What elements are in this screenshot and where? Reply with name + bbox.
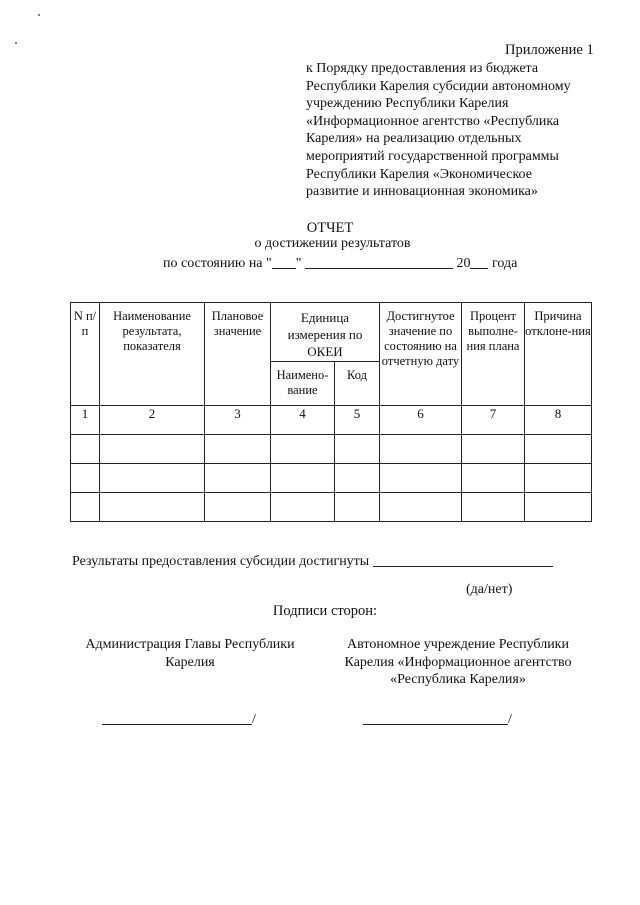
column-number: 5: [335, 406, 380, 435]
result-hint: (да/нет): [466, 582, 513, 597]
appendix-line: Карелия» на реализацию отдельных: [306, 131, 522, 147]
date-suffix: года: [491, 256, 518, 271]
table-cell[interactable]: [100, 435, 205, 464]
table-cell[interactable]: [205, 435, 271, 464]
header-plan: Плановое значение: [205, 303, 271, 406]
table-cell[interactable]: [335, 464, 380, 493]
appendix-text: [306, 60, 606, 201]
column-number: 2: [100, 406, 205, 435]
table-cell[interactable]: [271, 464, 335, 493]
result-blank[interactable]: [373, 552, 553, 567]
appendix-line: развитие и инновационная экономика»: [306, 184, 538, 200]
right-party: Автономное учреждение Республики Карелия «Информационное агентство «Республика Карелия»: [344, 637, 572, 688]
table-row: [71, 464, 592, 493]
report-table: [70, 302, 592, 522]
result-text: Результаты предоставления субсидии достигнуты: [72, 554, 370, 569]
year-blank[interactable]: [470, 254, 488, 269]
scan-speck: [38, 14, 40, 16]
column-number: 3: [205, 406, 271, 435]
table-cell[interactable]: [71, 464, 100, 493]
header-reason: Причина отклоне-ния: [525, 303, 592, 406]
header-achieved: Достигнутое значение по состоянию на отчетную дату: [380, 303, 462, 406]
column-number: 6: [380, 406, 462, 435]
column-number: 7: [462, 406, 525, 435]
table-cell[interactable]: [525, 464, 592, 493]
appendix-number: Приложение 1: [505, 42, 594, 58]
right-signature: [363, 710, 512, 728]
header-unit-code: Код: [335, 362, 380, 406]
right-signature-line[interactable]: [363, 710, 508, 725]
appendix-line: мероприятий государственной программы: [306, 148, 559, 164]
table-cell[interactable]: [525, 493, 592, 522]
table-cell[interactable]: [100, 464, 205, 493]
table-cell[interactable]: [462, 464, 525, 493]
table-cell[interactable]: [71, 435, 100, 464]
table-cell[interactable]: [100, 493, 205, 522]
signature-slash: /: [252, 712, 256, 727]
appendix-line: учреждению Республики Карелия: [306, 96, 509, 112]
header-percent: Процент выполне-ния плана: [462, 303, 525, 406]
column-number: 1: [71, 406, 100, 435]
table-cell[interactable]: [205, 493, 271, 522]
column-number: 4: [271, 406, 335, 435]
appendix-line: к Порядку предоставления из бюджета: [306, 61, 539, 76]
report-title: ОТЧЕТ: [306, 220, 354, 236]
left-party: Администрация Главы Республики Карелия: [85, 637, 295, 670]
month-blank[interactable]: [305, 254, 453, 269]
table-cell[interactable]: [525, 435, 592, 464]
date-year: 20: [456, 256, 471, 271]
table-cell[interactable]: [380, 464, 462, 493]
scan-speck: [15, 42, 17, 44]
result-statement: [72, 552, 553, 570]
date-quote: ": [295, 256, 302, 271]
table-cell[interactable]: [462, 493, 525, 522]
table-row: [71, 435, 592, 464]
signature-slash: /: [508, 712, 512, 727]
table-cell[interactable]: [205, 464, 271, 493]
table-cell[interactable]: [335, 493, 380, 522]
table-cell[interactable]: [271, 435, 335, 464]
table-cell[interactable]: [380, 435, 462, 464]
header-unit-name: Наимено-вание: [271, 362, 335, 406]
column-number: 8: [525, 406, 592, 435]
table-cell[interactable]: [462, 435, 525, 464]
left-signature-line[interactable]: [102, 710, 252, 725]
appendix-line: «Информационное агентство «Республика: [306, 113, 560, 129]
table-cell[interactable]: [71, 493, 100, 522]
appendix-line: Республики Карелия субсидии автономному: [306, 78, 571, 94]
appendix-line: Республики Карелия «Экономическое: [306, 166, 532, 182]
table-row: [71, 493, 592, 522]
table-cell[interactable]: [380, 493, 462, 522]
column-number-row: [71, 406, 592, 435]
table-cell[interactable]: [271, 493, 335, 522]
report-subtitle: о достижении результатов: [254, 236, 411, 251]
header-num: N п/п: [71, 303, 100, 406]
report-date-line: [163, 254, 517, 272]
day-blank[interactable]: [272, 254, 296, 269]
header-unit: Единица измерения по ОКЕИ: [271, 303, 380, 362]
signatures-title: Подписи сторон:: [272, 603, 378, 619]
table-cell[interactable]: [335, 435, 380, 464]
left-signature: [102, 710, 256, 728]
header-name: Наименование результата, показателя: [100, 303, 205, 406]
date-prefix: по состоянию на ": [163, 256, 272, 271]
